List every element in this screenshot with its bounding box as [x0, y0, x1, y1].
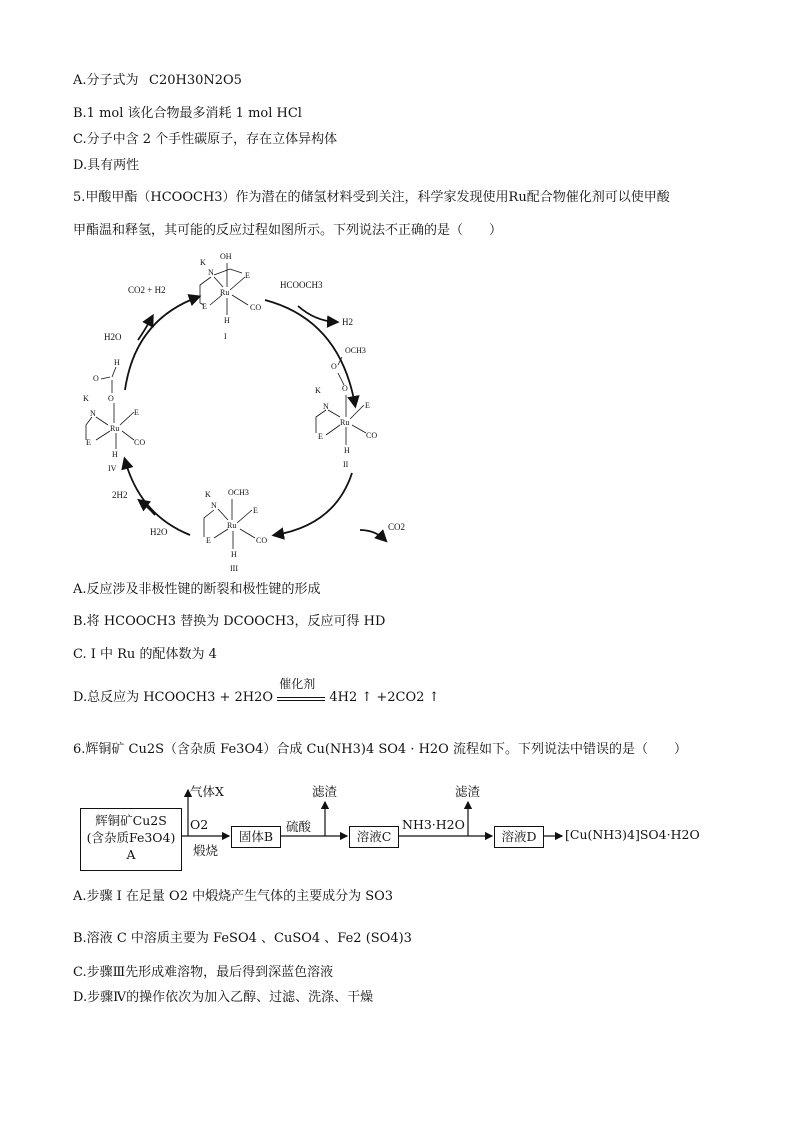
svg-text:IV: IV: [108, 464, 117, 473]
q6-option-c: C.步骤Ⅲ先形成难溶物，最后得到深蓝色溶液: [73, 965, 334, 980]
label-hcooch3-in: HCOOCH3: [280, 280, 323, 290]
catalyst-label: 催化剂: [279, 677, 316, 691]
svg-text:H: H: [344, 446, 350, 455]
flow-box-a: 辉铜矿Cu2S (含杂质Fe3O4) A: [80, 808, 182, 871]
label-2h2-out: 2H2: [112, 490, 128, 500]
label-nh3-h2o: NH3·H2O: [402, 817, 465, 832]
svg-text:N: N: [323, 402, 329, 411]
q5-stem-line2: 甲酯温和释氢，其可能的反应过程如图所示。下列说法不正确的是（ ）: [73, 223, 503, 238]
svg-text:CO: CO: [134, 438, 146, 447]
svg-text:E: E: [86, 438, 91, 447]
svg-text:O: O: [342, 384, 348, 393]
svg-text:K: K: [83, 394, 89, 403]
label-co2-out: CO2: [388, 522, 406, 532]
svg-text:K: K: [315, 386, 321, 395]
svg-text:H: H: [112, 450, 118, 459]
q5-option-d-prefix: D.总反应为 HCOOCH3 + 2H2O: [73, 690, 274, 705]
q5-option-d-suffix: 4H2 ↑ +2CO2 ↑: [329, 690, 440, 705]
label-calcine: 煅烧: [193, 843, 219, 858]
q4-option-b: B.1 mol 该化合物最多消耗 1 mol HCl: [73, 106, 302, 121]
q4-option-d: D.具有两性: [73, 158, 140, 173]
svg-text:II: II: [343, 460, 349, 469]
svg-text:H: H: [114, 358, 120, 367]
svg-text:O: O: [331, 362, 337, 371]
svg-text:E: E: [253, 506, 258, 515]
q6-option-d: D.步骤Ⅳ的操作依次为加入乙醇、过滤、洗涤、干燥: [73, 990, 374, 1005]
q4-option-a: A.分子式为: [73, 73, 139, 88]
q6-stem: 6.辉铜矿 Cu2S（含杂质 Fe3O4）合成 Cu(NH3)4 SO4 · H2O 流程如下。下列说法中错误的是（ ）: [73, 742, 687, 757]
q5-option-c: C. I 中 Ru 的配体数为 4: [73, 647, 217, 662]
svg-text:H: H: [224, 316, 230, 325]
svg-text:O: O: [93, 374, 99, 383]
svg-text:E: E: [318, 432, 323, 441]
svg-text:N: N: [211, 501, 217, 510]
svg-text:Ru: Ru: [110, 424, 120, 433]
label-o2: O2: [190, 817, 209, 832]
svg-text:Ru: Ru: [220, 288, 230, 297]
label-sulfuric: 硫酸: [286, 819, 312, 834]
svg-text:Ru: Ru: [340, 418, 350, 427]
label-h2o-in-top: H2O: [104, 332, 122, 342]
label-residue-1: 滤渣: [312, 784, 338, 799]
q5-option-a: A.反应涉及非极性键的断裂和极性键的形成: [73, 582, 321, 597]
svg-text:N: N: [208, 268, 214, 277]
q6-option-b: B.溶液 C 中溶质主要为 FeSO4 、CuSO4 、Fe2 (SO4)3: [73, 931, 412, 946]
q4-option-c: C.分子中含 2 个手性碳原子，存在立体异构体: [73, 132, 338, 147]
svg-text:CO: CO: [366, 431, 378, 440]
label-gas-x: 气体X: [190, 784, 224, 799]
svg-text:OCH3: OCH3: [345, 346, 366, 355]
label-residue-2: 滤渣: [455, 784, 481, 799]
flow-box-d: 溶液D: [494, 826, 544, 848]
svg-text:N: N: [90, 409, 96, 418]
svg-text:Ru: Ru: [227, 521, 237, 530]
label-product: [Cu(NH3)4]SO4·H2O: [565, 827, 700, 842]
svg-text:K: K: [205, 490, 211, 499]
q6-option-a: A.步骤 I 在足量 O2 中煅烧产生气体的主要成分为 SO3: [73, 889, 394, 904]
svg-text:O: O: [108, 394, 114, 403]
label-h2o-in-bottom: H2O: [150, 527, 168, 537]
svg-text:III: III: [230, 564, 238, 573]
svg-text:E: E: [206, 536, 211, 545]
svg-text:E: E: [134, 408, 139, 417]
svg-text:OCH3: OCH3: [228, 488, 249, 497]
flow-box-c: 溶液C: [349, 826, 399, 848]
svg-text:I: I: [224, 332, 227, 341]
svg-text:K: K: [200, 258, 206, 267]
q5-option-b: B.将 HCOOCH3 替换为 DCOOCH3，反应可得 HD: [73, 614, 386, 629]
q4-formula: C20H30N2O5: [149, 73, 242, 88]
label-h2-out: H2: [342, 317, 353, 327]
svg-text:E: E: [245, 271, 250, 280]
svg-text:E: E: [365, 401, 370, 410]
svg-text:CO: CO: [250, 303, 262, 312]
q5-stem-line1: 5.甲酸甲酯（HCOOCH3）作为潜在的储氢材料受到关注，科学家发现使用Ru配合物催化剂可以使甲酸: [73, 190, 670, 205]
svg-text:CO: CO: [256, 536, 268, 545]
flow-box-b: 固体B: [231, 826, 281, 848]
svg-text:OH: OH: [220, 252, 232, 261]
svg-text:H: H: [231, 550, 237, 559]
svg-text:E: E: [202, 302, 207, 311]
label-co2-h2-out: CO2 + H2: [128, 285, 166, 295]
